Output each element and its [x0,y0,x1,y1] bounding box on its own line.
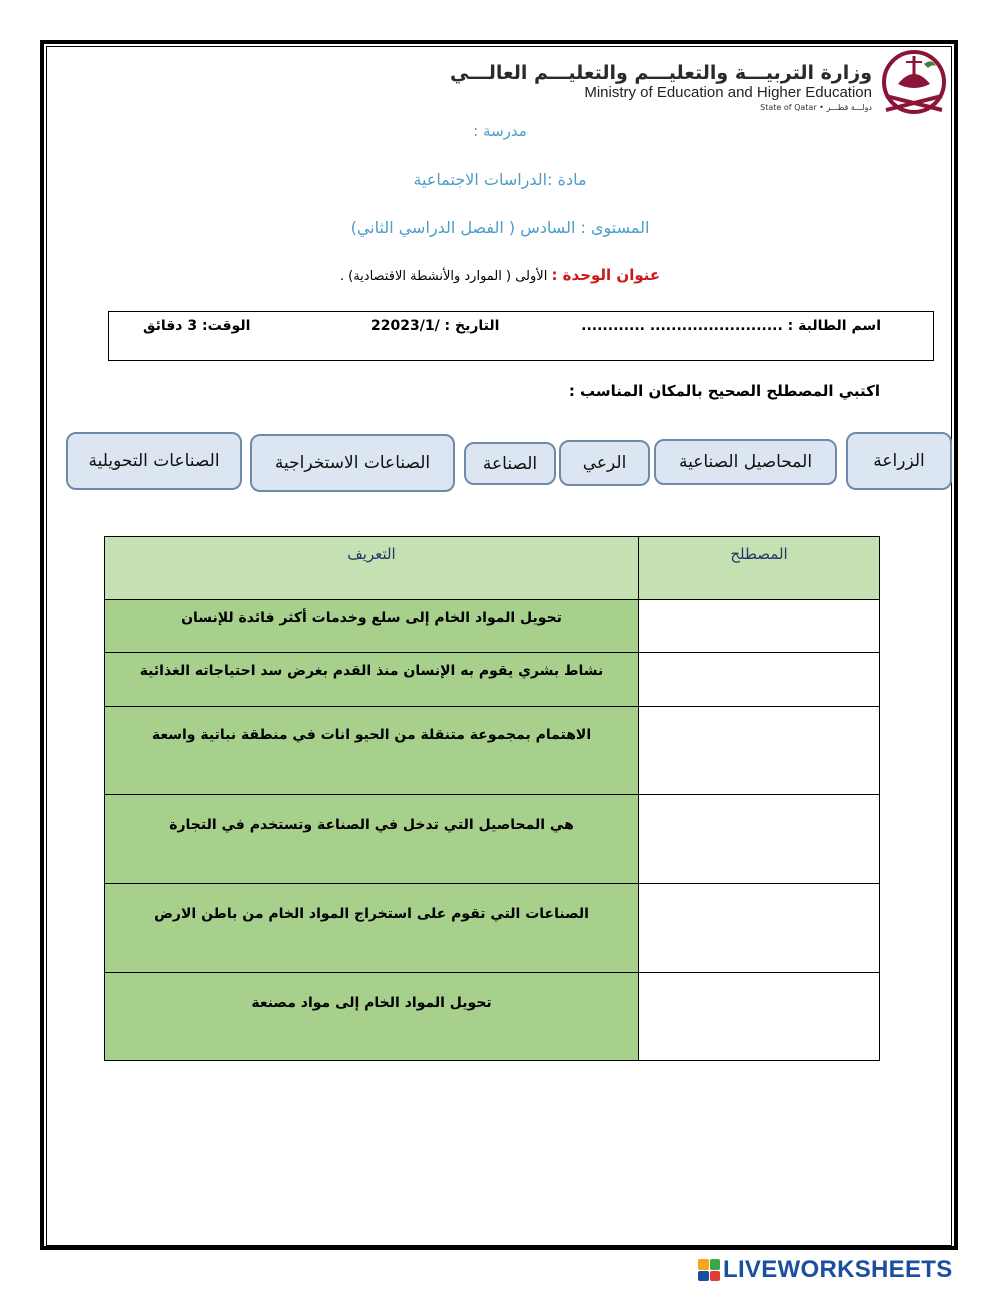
table-row [105,653,880,707]
word-chip-extractive-industries[interactable]: الصناعات الاستخراجية [250,434,455,492]
qatar-emblem-icon [876,44,952,120]
unit-value: الأولى ( الموارد والأنشطة الاقتصادية) . [339,269,548,284]
liveworksheets-brand [698,1256,953,1284]
term-drop-zone[interactable] [639,600,880,653]
table-row [105,707,880,795]
word-chip-industry[interactable]: الصناعة [464,442,556,485]
word-chip-agriculture[interactable]: الزراعة [846,432,952,490]
term-drop-zone[interactable] [639,973,880,1061]
definition-cell: هي المحاصيل التي تدخل في الصناعة وتستخدم في التجارة [105,795,639,884]
subject-line: مادة :الدراسات الاجتماعية [413,170,587,189]
table-row [105,973,880,1061]
definition-cell: تحويل المواد الخام إلى مواد مصنعة [105,973,639,1061]
table-header-row [105,537,880,600]
word-chip-grazing[interactable]: الرعي [559,440,650,486]
term-drop-zone[interactable] [639,795,880,884]
instruction-text: اكتبي المصطلح الصحيح بالمكان المناسب : [568,382,880,400]
ministry-header [450,62,872,114]
liveworksheets-wordmark: LIVEWORKSHEETS [723,1256,953,1283]
ministry-name-en: Ministry of Education and Higher Education [584,84,872,101]
term-drop-zone[interactable] [639,653,880,707]
definition-cell: الصناعات التي تقوم على استخراج المواد الخام من باطن الارض [105,884,639,973]
table-row [105,884,880,973]
term-drop-zone[interactable] [639,884,880,973]
table-row [105,600,880,653]
terms-table [104,536,880,1061]
unit-title [0,266,1000,284]
school-label: مدرسة : [473,122,527,140]
definition-cell: الاهتمام بمجموعة متنقلة من الحيو انات في منطقة نباتية واسعة [105,707,639,795]
time-field: الوقت: 3 دقائق [143,318,251,334]
table-row [105,795,880,884]
definition-cell: نشاط بشري يقوم به الإنسان منذ القدم بغرض سد احتياجاته الغذائية [105,653,639,707]
date-field: التاريخ : /22023/1 [371,318,500,334]
term-drop-zone[interactable] [639,707,880,795]
liveworksheets-logo-icon [698,1259,720,1281]
column-header-term: المصطلح [639,537,880,600]
unit-label: عنوان الوحدة : [551,266,661,284]
word-chip-manufacturing-industries[interactable]: الصناعات التحويلية [66,432,242,490]
column-header-definition: التعريف [105,537,639,600]
ministry-name-ar: وزارة التربيـــة والتعليـــم والتعليـــم العالـــي [450,62,872,84]
state-of-qatar: State of Qatar • دولـــة قطـــر [760,103,872,112]
student-info-box [108,311,934,361]
definition-cell: تحويل المواد الخام إلى سلع وخدمات أكثر فائدة للإنسان [105,600,639,653]
student-name-field[interactable]: اسم الطالبة : ......................... ............ [581,318,881,334]
level-line: المستوى : السادس ( الفصل الدراسي الثاني) [350,218,650,237]
word-chip-industrial-crops[interactable]: المحاصيل الصناعية [654,439,837,485]
